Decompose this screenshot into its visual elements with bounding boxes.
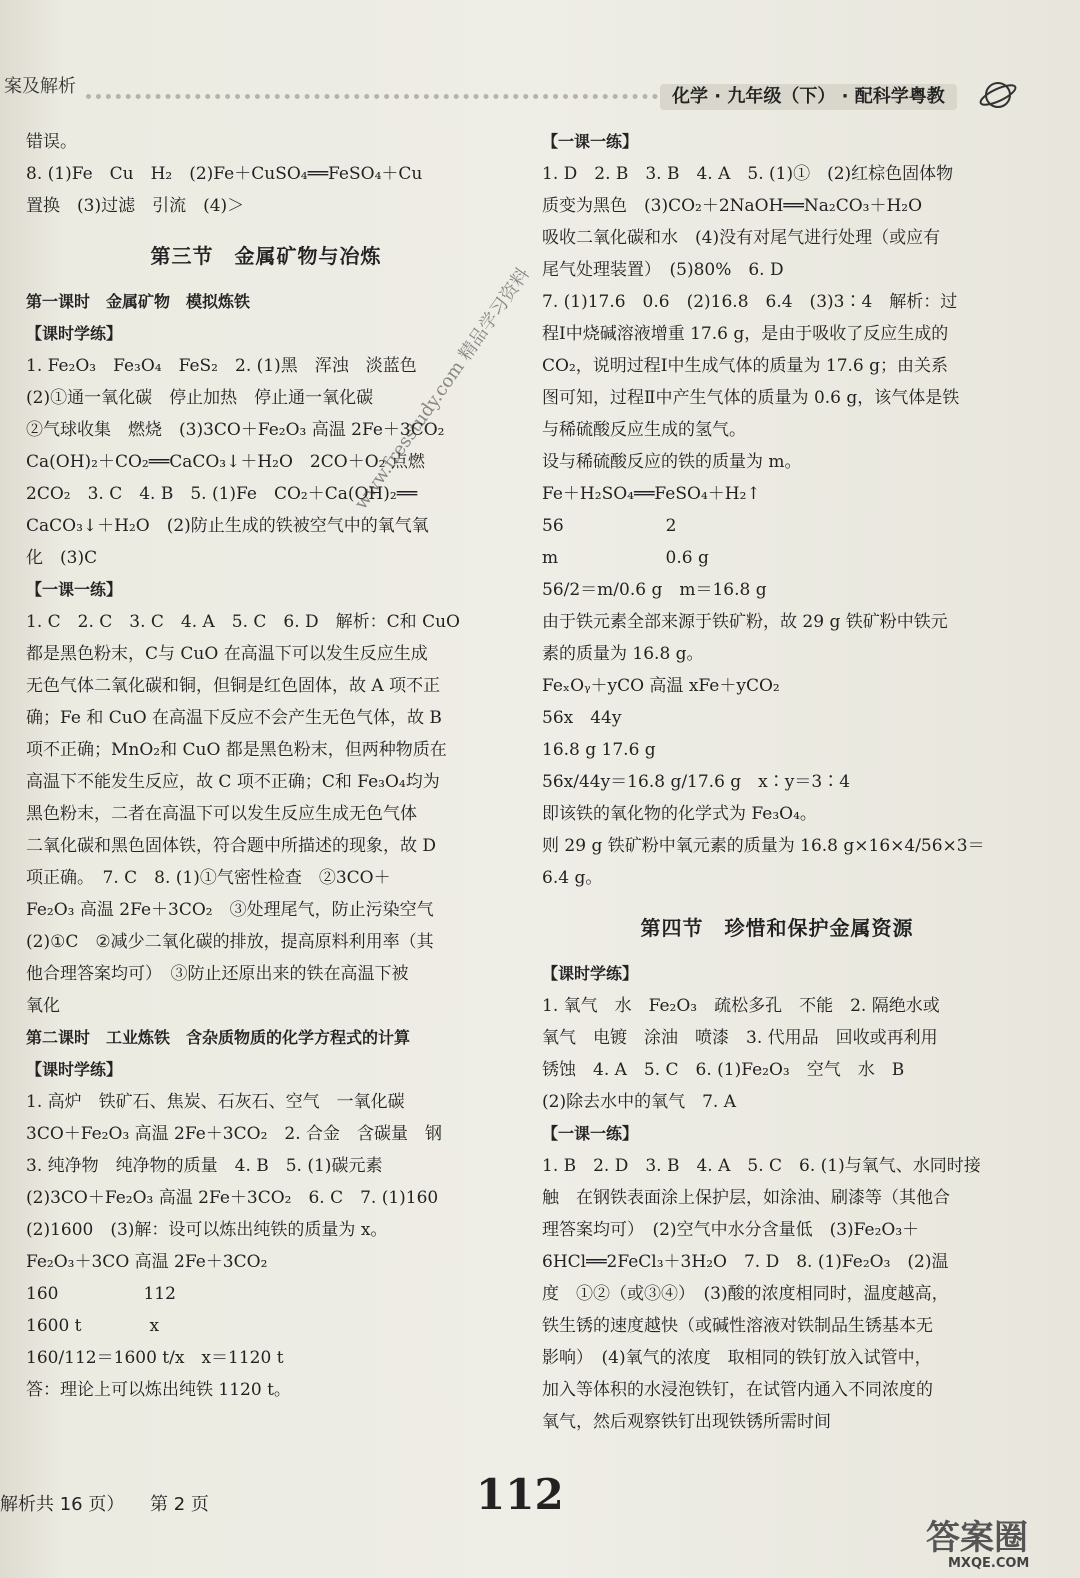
equation-line: 160/112＝1600 t/x x＝1120 t bbox=[26, 1348, 284, 1368]
text-line: 无色气体二氧化碳和铜，但铜是红色固体，故 A 项不正 bbox=[26, 676, 441, 696]
equation-line: 56/2＝m/0.6 g m＝16.8 g bbox=[542, 580, 767, 600]
text-line: 触 在钢铁表面涂上保护层，如涂油、刷漆等（其他合 bbox=[542, 1188, 950, 1208]
section-title: 第四节 珍惜和保护金属资源 bbox=[640, 916, 914, 940]
text-line: 吸收二氧化碳和水 (4)没有对尾气进行处理（或应有 bbox=[542, 228, 941, 248]
equation-line: Fe＋H₂SO₄══FeSO₄＋H₂↑ bbox=[542, 484, 761, 504]
text-line: (2)①C ②减少二氧化碳的排放，提高原料利用率（其 bbox=[26, 932, 434, 952]
text-line: 即该铁的氧化物的化学式为 Fe₃O₄。 bbox=[542, 804, 817, 824]
text-line: 理答案均可） (2)空气中水分含量低 (3)Fe₂O₃＋ bbox=[542, 1220, 920, 1240]
exercise-tag: 【一课一练】 bbox=[542, 132, 639, 151]
text-line: 影响） (4)氧气的浓度 取相同的铁钉放入试管中， bbox=[542, 1348, 932, 1368]
text-line: 1. 氧气 水 Fe₂O₃ 疏松多孔 不能 2. 隔绝水或 bbox=[542, 996, 940, 1016]
text-line: 6HCl══2FeCl₃＋3H₂O 7. D 8. (1)Fe₂O₃ (2)温 bbox=[542, 1252, 949, 1272]
equation-line: Fe₂O₃＋3CO 高温 2Fe＋3CO₂ bbox=[26, 1252, 268, 1272]
text-line: 都是黑色粉末，C与 CuO 在高温下可以发生反应生成 bbox=[26, 644, 428, 664]
text-line: 则 29 g 铁矿粉中氧元素的质量为 16.8 g×16×4/56×3＝ bbox=[542, 836, 985, 856]
text-line: CO₂，说明过程Ⅰ中生成气体的质量为 17.6 g；由关系 bbox=[542, 356, 949, 376]
equation-line: 56 2 bbox=[542, 516, 677, 536]
text-line: 1. 高炉 铁矿石、焦炭、石灰石、空气 一氧化碳 bbox=[26, 1092, 405, 1112]
watermark-url: MXQE.COM bbox=[948, 1556, 1030, 1571]
text-line: 2CO₂ 3. C 4. B 5. (1)Fe CO₂＋Ca(OH)₂══ bbox=[26, 484, 418, 504]
equation-line: 16.8 g 17.6 g bbox=[542, 740, 656, 760]
text-line: 8. (1)Fe Cu H₂ (2)Fe＋CuSO₄══FeSO₄＋Cu bbox=[26, 164, 423, 184]
right-column bbox=[542, 126, 1012, 1438]
footer-page-label: 第 2 页 bbox=[150, 1494, 209, 1515]
text-line: 图可知，过程Ⅱ中产生气体的质量为 0.6 g，该气体是铁 bbox=[542, 388, 960, 408]
text-line: 化 (3)C bbox=[26, 548, 98, 568]
text-line: 确；Fe 和 CuO 在高温下反应不会产生无色气体，故 B bbox=[26, 708, 442, 728]
text-line: 3. 纯净物 纯净物的质量 4. B 5. (1)碳元素 bbox=[26, 1156, 383, 1176]
text-line: 项正确。 7. C 8. (1)①气密性检查 ②3CO＋ bbox=[26, 868, 391, 888]
stamp-text: www.fresstudy.com 精品学习资料 bbox=[350, 264, 534, 514]
page-number: 112 bbox=[476, 1470, 564, 1519]
text-line: ②气球收集 燃烧 (3)3CO＋Fe₂O₃ 高温 2Fe＋3CO₂ bbox=[26, 420, 445, 440]
header-dotted-rule bbox=[86, 94, 658, 99]
text-line: 与稀硫酸反应生成的氢气。 bbox=[542, 420, 746, 440]
equation-line: 56x/44y＝16.8 g/17.6 g x∶y＝3∶4 bbox=[542, 772, 851, 792]
text-line: 二氧化碳和黑色固体铁，符合题中所描述的现象，故 D bbox=[26, 836, 437, 856]
exercise-tag: 【课时学练】 bbox=[26, 324, 123, 343]
text-line: 高温下不能发生反应，故 C 项不正确；C和 Fe₃O₄均为 bbox=[26, 772, 440, 792]
watermark-stamp bbox=[250, 264, 534, 530]
text-line: 尾气处理装置） (5)80% 6. D bbox=[542, 260, 784, 280]
text-line: 3CO＋Fe₂O₃ 高温 2Fe＋3CO₂ 2. 合金 含碳量 钢 bbox=[26, 1124, 443, 1144]
text-line: Ca(OH)₂＋CO₂══CaCO₃↓＋H₂O 2CO＋O₂ 点燃 bbox=[26, 452, 425, 472]
text-line: (2)①通一氧化碳 停止加热 停止通一氧化碳 bbox=[26, 388, 374, 408]
text-line: 置换 (3)过滤 引流 (4)＞ bbox=[26, 196, 245, 216]
text-line: 7. (1)17.6 0.6 (2)16.8 6.4 (3)3∶4 解析：过 bbox=[542, 292, 958, 312]
text-line: 由于铁元素全部来源于铁矿粉，故 29 g 铁矿粉中铁元 bbox=[542, 612, 948, 632]
text-line: 氧气 电镀 涂油 喷漆 3. 代用品 回收或再利用 bbox=[542, 1028, 938, 1048]
text-line: 加入等体积的水浸泡铁钉，在试管内通入不同浓度的 bbox=[542, 1380, 933, 1400]
exercise-tag: 【一课一练】 bbox=[542, 1124, 639, 1143]
header-left-text: 案及解析 bbox=[4, 76, 76, 97]
watermark-text: 答案圈 bbox=[926, 1518, 1028, 1558]
text-line: 他合理答案均可） ③防止还原出来的铁在高温下被 bbox=[26, 964, 409, 984]
text-line: 质变为黑色 (3)CO₂＋2NaOH══Na₂CO₃＋H₂O bbox=[542, 196, 923, 216]
text-line: 答：理论上可以炼出纯铁 1120 t。 bbox=[26, 1380, 291, 1400]
lesson-title: 第一课时 金属矿物 模拟炼铁 bbox=[26, 292, 251, 311]
text-line: 1. Fe₂O₃ Fe₃O₄ FeS₂ 2. (1)黑 浑浊 淡蓝色 bbox=[26, 356, 417, 376]
text-line: 氧气，然后观察铁钉出现铁锈所需时间 bbox=[542, 1412, 831, 1432]
text-line: 氧化 bbox=[26, 996, 60, 1016]
header-subject-label: 化学 · 九年级（下） · 配科学粤教 bbox=[660, 84, 957, 110]
equation-line: FeₓOᵧ＋yCO 高温 xFe＋yCO₂ bbox=[542, 676, 780, 696]
exercise-tag: 【课时学练】 bbox=[542, 964, 639, 983]
text-line: 项不正确；MnO₂和 CuO 都是黑色粉末，但两种物质在 bbox=[26, 740, 447, 760]
equation-line: 56x 44y bbox=[542, 708, 622, 728]
text-line: 1. C 2. C 3. C 4. A 5. C 6. D 解析：C和 CuO bbox=[26, 612, 460, 632]
footer-left-text: 解析共 16 页） bbox=[0, 1494, 125, 1515]
text-line: 素的质量为 16.8 g。 bbox=[542, 644, 704, 664]
text-line: 1. B 2. D 3. B 4. A 5. C 6. (1)与氧气、水同时接 bbox=[542, 1156, 981, 1176]
text-line: 1. D 2. B 3. B 4. A 5. (1)① (2)红棕色固体物 bbox=[542, 164, 954, 184]
text-line: 铁生锈的速度越快（或碱性溶液对铁制品生锈基本无 bbox=[542, 1316, 933, 1336]
text-line: (2)1600 (3)解：设可以炼出纯铁的质量为 x。 bbox=[26, 1220, 388, 1240]
equation-line: 160 112 bbox=[26, 1284, 176, 1304]
text-line: 6.4 g。 bbox=[542, 868, 603, 888]
text-line: 度 ①②（或③④） (3)酸的浓度相同时，温度越高， bbox=[542, 1284, 949, 1304]
section-title: 第三节 金属矿物与冶炼 bbox=[150, 244, 382, 268]
lesson-title: 第二课时 工业炼铁 含杂质物质的化学方程式的计算 bbox=[26, 1028, 411, 1047]
planet-logo-icon bbox=[978, 78, 1018, 112]
text-line: 黑色粉末，二者在高温下可以发生反应生成无色气体 bbox=[26, 804, 417, 824]
text-line: CaCO₃↓＋H₂O (2)防止生成的铁被空气中的氧气氧 bbox=[26, 516, 429, 536]
equation-line: 1600 t x bbox=[26, 1316, 160, 1336]
text-line: Fe₂O₃ 高温 2Fe＋3CO₂ ③处理尾气，防止污染空气 bbox=[26, 900, 434, 920]
text-line: 程Ⅰ中烧碱溶液增重 17.6 g，是由于吸收了反应生成的 bbox=[542, 324, 949, 344]
text-line: 锈蚀 4. A 5. C 6. (1)Fe₂O₃ 空气 水 B bbox=[542, 1060, 905, 1080]
text-line: (2)3CO＋Fe₂O₃ 高温 2Fe＋3CO₂ 6. C 7. (1)160 bbox=[26, 1188, 439, 1208]
text-line: 设与稀硫酸反应的铁的质量为 m。 bbox=[542, 452, 802, 472]
exercise-tag: 【课时学练】 bbox=[26, 1060, 123, 1079]
text-line: (2)除去水中的氧气 7. A bbox=[542, 1092, 736, 1112]
exercise-tag: 【一课一练】 bbox=[26, 580, 123, 599]
text-line: 错误。 bbox=[26, 132, 77, 152]
equation-line: m 0.6 g bbox=[542, 548, 709, 568]
